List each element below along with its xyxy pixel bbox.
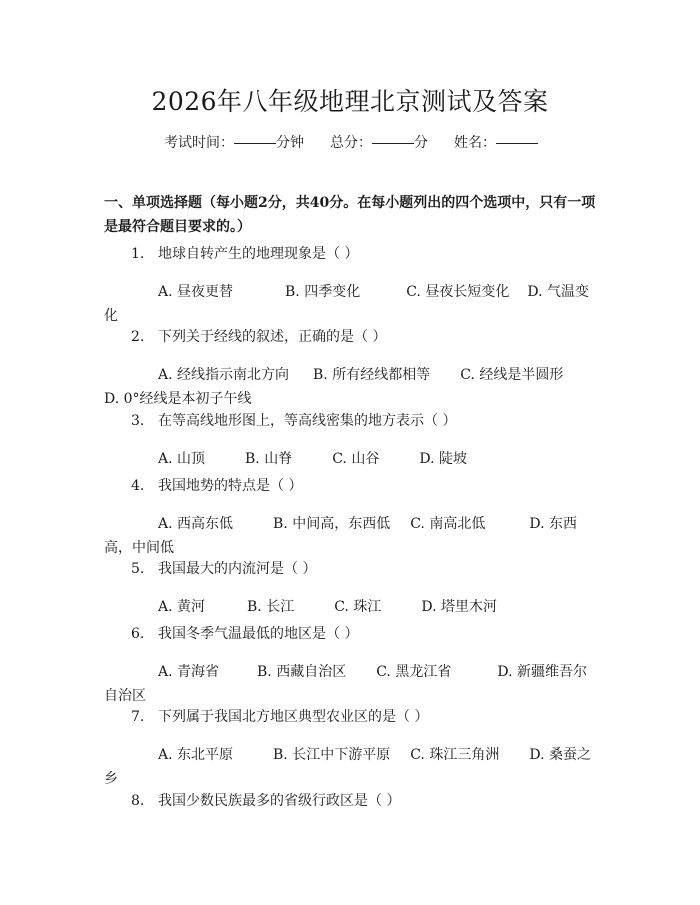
option-d: D. 塔里木河 <box>421 599 497 615</box>
option-d: D. 桑蚕之乡 <box>104 747 591 787</box>
question-options <box>104 660 600 708</box>
question-2 <box>104 325 600 411</box>
name-blank <box>496 143 538 144</box>
option-c: C. 珠江 <box>334 599 382 615</box>
option-b: B. 山脊 <box>245 451 293 467</box>
score-unit: 分 <box>414 135 428 151</box>
option-c: C. 经线是半圆形 <box>460 367 564 383</box>
option-d: D. 陡坡 <box>419 451 467 467</box>
time-blank <box>234 143 276 144</box>
question-stem: 我国少数民族最多的省级行政区是（ ） <box>158 793 401 809</box>
question-1 <box>104 242 600 328</box>
question-stem: 在等高线地形图上，等高线密集的地方表示（ ） <box>158 413 457 429</box>
option-b: B. 长江 <box>247 599 295 615</box>
question-6 <box>104 622 600 708</box>
option-a: A. 西高东低 <box>158 516 234 532</box>
option-d: D. 新疆维吾尔自治区 <box>104 664 587 704</box>
question-stem: 下列关于经线的叙述，正确的是（ ） <box>158 329 387 345</box>
question-stem: 下列属于我国北方地区典型农业区的是（ ） <box>158 709 429 725</box>
option-d: D. 东西高，中间低 <box>104 516 577 556</box>
option-a: A. 昼夜更替 <box>158 284 234 300</box>
name-label: 姓名： <box>454 135 496 151</box>
question-5 <box>104 557 600 619</box>
question-8 <box>104 789 600 813</box>
option-d: D. 0°经线是本初子午线 <box>104 391 252 407</box>
question-options <box>104 512 600 560</box>
question-stem: 我国最大的内流河是（ ） <box>158 561 317 577</box>
score-blank <box>372 143 414 144</box>
option-c: C. 昼夜长短变化 <box>406 284 510 300</box>
option-b: B. 四季变化 <box>285 284 361 300</box>
score-label: 总分： <box>330 135 372 151</box>
question-number: 7. <box>131 709 145 725</box>
option-b: B. 长江中下游平原 <box>273 747 391 763</box>
question-options <box>104 743 600 791</box>
option-b: B. 所有经线都相等 <box>313 367 431 383</box>
question-3 <box>104 409 600 471</box>
option-d: D. 气温变化 <box>104 284 589 324</box>
time-label: 考试时间： <box>164 135 234 151</box>
option-a: A. 黄河 <box>158 599 206 615</box>
option-b: B. 中间高，东西低 <box>273 516 391 532</box>
option-c: C. 南高北低 <box>410 516 486 532</box>
page-title: 2026年八年级地理北京测试及答案 <box>151 87 549 116</box>
option-a: A. 山顶 <box>158 451 206 467</box>
option-b: B. 西藏自治区 <box>257 664 347 680</box>
option-c: C. 黑龙江省 <box>376 664 452 680</box>
option-a: A. 经线指示南北方向 <box>158 367 290 383</box>
question-options <box>104 363 600 411</box>
question-number: 2. <box>131 329 145 345</box>
exam-meta-line <box>164 132 538 152</box>
option-a: A. 东北平原 <box>158 747 234 763</box>
question-4 <box>104 474 600 560</box>
question-options <box>104 280 600 328</box>
question-stem: 我国冬季气温最低的地区是（ ） <box>158 626 359 642</box>
section-heading: 一、单项选择题（每小题2分，共40分。在每小题列出的四个选项中，只有一项是最符合题目要求的。） <box>104 195 596 235</box>
question-stem: 地球自转产生的地理现象是（ ） <box>158 246 359 262</box>
option-c: C. 珠江三角洲 <box>410 747 500 763</box>
question-number: 3. <box>131 413 145 429</box>
question-options <box>104 595 600 619</box>
question-number: 8. <box>131 793 145 809</box>
time-unit: 分钟 <box>276 135 304 151</box>
question-number: 6. <box>131 626 145 642</box>
option-a: A. 青海省 <box>158 664 220 680</box>
question-number: 1. <box>131 246 145 262</box>
question-number: 4. <box>131 478 145 494</box>
question-stem: 我国地势的特点是（ ） <box>158 478 303 494</box>
question-options <box>104 447 600 471</box>
question-7 <box>104 705 600 791</box>
option-c: C. 山谷 <box>332 451 380 467</box>
question-number: 5. <box>131 561 145 577</box>
